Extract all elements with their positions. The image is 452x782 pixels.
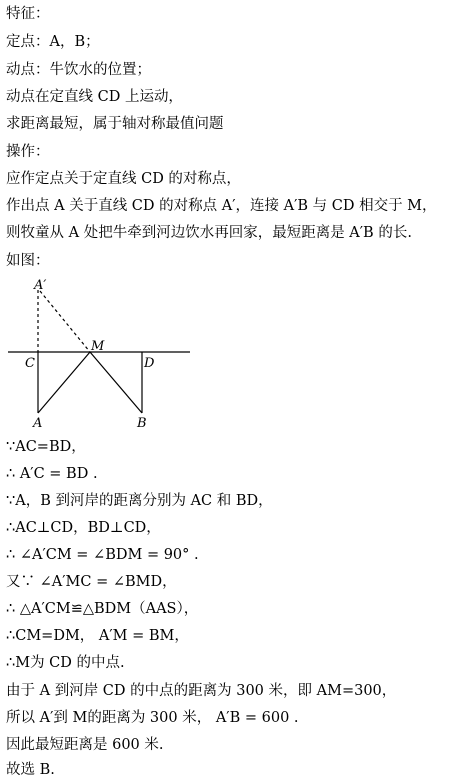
segment-am <box>38 352 90 413</box>
text-line-moving-point: 动点：牛饮水的位置； <box>6 62 151 78</box>
text-line-conclusion: 则牧童从 A 处把牛牵到河边饮水再回家，最短距离是 A′B 的长. <box>6 225 412 241</box>
solution-line-5: ∴ ∠A′CM = ∠BDM = 90° . <box>6 547 199 563</box>
text-line-reflect: 应作定点关于定直线 CD 的对称点， <box>6 171 241 187</box>
solution-line-1: ∵AC=BD， <box>6 439 86 455</box>
solution-line-7: ∴ △A′CM≌△BDM（AAS）， <box>6 601 199 617</box>
text-line-features: 特征： <box>6 6 50 22</box>
text-line-fixed-points: 定点：A，B； <box>6 34 100 50</box>
label-c: C <box>25 356 35 371</box>
text-line-as-shown: 如图： <box>6 253 50 269</box>
label-d: D <box>144 356 155 371</box>
text-line-shortest: 求距离最短，属于轴对称最值问题 <box>6 116 224 132</box>
solution-line-3: ∵A，B 到河岸的距离分别为 AC 和 BD， <box>6 493 273 509</box>
label-a-prime: A′ <box>34 278 47 293</box>
label-m: M <box>91 339 105 354</box>
solution-line-4: ∴AC⊥CD，BD⊥CD， <box>6 520 161 536</box>
text-line-operation: 操作： <box>6 144 50 160</box>
solution-line-11: 所以 A′到 M的距离为 300 米， A′B = 600 . <box>6 710 299 726</box>
solution-line-12: 因此最短距离是 600 米. <box>6 737 164 753</box>
solution-line-9: ∴M为 CD 的中点. <box>6 655 125 671</box>
label-b: B <box>137 416 147 431</box>
segment-a-prime-m <box>40 291 90 352</box>
solution-line-2: ∴ A′C = BD . <box>6 466 98 482</box>
label-a: A <box>33 416 43 431</box>
solution-line-6: 又∵ ∠A′MC = ∠BMD， <box>6 574 177 590</box>
solution-line-13: 故选 B. <box>6 762 55 778</box>
segment-mb <box>90 352 142 413</box>
text-line-moving-on-cd: 动点在定直线 CD 上运动， <box>6 89 183 105</box>
solution-line-10: 由于 A 到河岸 CD 的中点的距离为 300 米，即 AM=300， <box>6 683 397 699</box>
solution-line-8: ∴CM=DM， A′M = BM， <box>6 628 189 644</box>
text-line-construct: 作出点 A 关于直线 CD 的对称点 A′，连接 A′B 与 CD 相交于 M， <box>6 198 437 214</box>
geometry-diagram <box>0 274 200 434</box>
